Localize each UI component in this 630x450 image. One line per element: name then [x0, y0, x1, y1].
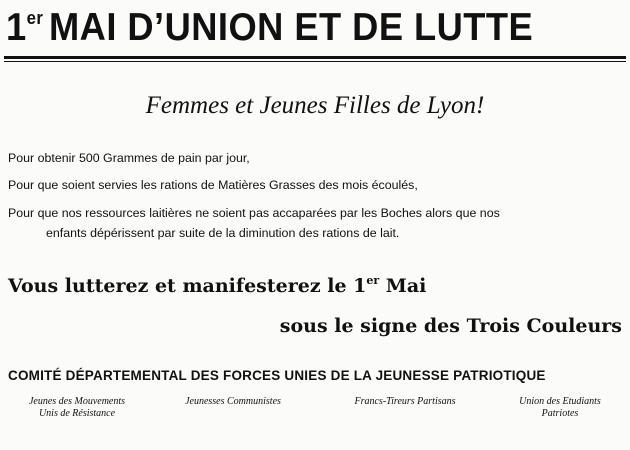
headline-superscript: er [26, 8, 44, 28]
demand-milk-continued: enfants dépérissent par suite de la diminution des rations de lait. [46, 226, 400, 240]
headline-number: 1 [6, 6, 27, 49]
committee-name: COMITÉ DÉPARTEMENTAL DES FORCES UNIES DE LA JEUNESSE PATRIOTIQUE [8, 368, 546, 383]
demand-bread: Pour obtenir 500 Grammes de pain par jour, [8, 151, 250, 165]
headline [6, 4, 583, 52]
org-francs-tireurs-partisans: Francs-Tireurs Partisans [354, 396, 456, 407]
org-jeunes-mouvements-unis-line-2: Unis de Résistance [38, 408, 116, 419]
slogan-line-1-text: Vous lutterez et manifesterez le 1 [8, 275, 367, 297]
org-union-etudiants-patriotes-line-2: Patriotes [541, 408, 579, 419]
headline-text: MAI D’UNION ET DE LUTTE [48, 6, 534, 49]
slogan-line-1-superscript: er [366, 274, 380, 287]
slogan-line-1 [8, 274, 426, 301]
demand-fats: Pour que soient servies les rations de Matières Grasses des mois écoulés, [8, 178, 418, 192]
headline-rule-thin [4, 61, 626, 62]
slogan-line-2: sous le signe des Trois Couleurs [279, 315, 622, 337]
org-jeunesses-communistes: Jeunesses Communistes [185, 396, 281, 407]
org-union-etudiants-patriotes [492, 396, 628, 420]
demand-milk: Pour que nos ressources laitières ne soient pas accaparées par les Boches alors que nos [8, 206, 500, 220]
org-jeunes-mouvements-unis [2, 396, 152, 420]
org-jeunes-mouvements-unis-line-1: Jeunes des Mouvements [28, 396, 126, 407]
slogan-line-1-end: Mai [379, 275, 427, 297]
subtitle: Femmes et Jeunes Filles de Lyon! [145, 92, 485, 119]
org-union-etudiants-patriotes-line-1: Union des Etudiants [519, 396, 601, 407]
headline-rule-thick [4, 56, 626, 59]
